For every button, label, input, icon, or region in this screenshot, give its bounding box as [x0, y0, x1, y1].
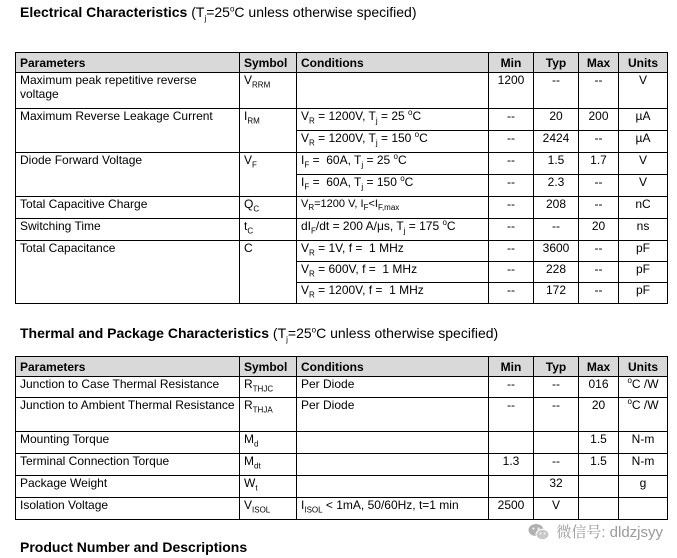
- max-cap-3: --: [579, 283, 619, 304]
- table-row: [16, 219, 668, 241]
- min-rthja: --: [489, 398, 534, 432]
- min-vf-1: --: [489, 153, 534, 175]
- col-max: Max: [579, 357, 619, 377]
- unit-rthjc: $^o$C /W: [619, 377, 668, 398]
- table-row: [16, 432, 668, 454]
- max-mdt: 1.5: [579, 454, 619, 476]
- symbol-vf: $V_F$: [240, 153, 297, 197]
- param-md: Mounting Torque: [16, 432, 240, 454]
- min-cap-2: --: [489, 262, 534, 283]
- table-row: [16, 476, 668, 498]
- typ-md: [534, 432, 579, 454]
- unit-qc: nC: [619, 197, 668, 219]
- cond-vf-1: $I_F = 60A$, $T_j = 25$ $^o$C: [297, 153, 489, 175]
- min-qc: --: [489, 197, 534, 219]
- typ-qc: 208: [534, 197, 579, 219]
- electrical-heading-title: Electrical Characteristics: [20, 4, 188, 20]
- symbol-rthjc: $R_{THJC}$: [240, 377, 297, 398]
- max-irm-2: --: [579, 131, 619, 153]
- table-row: [16, 197, 668, 219]
- param-visol: Isolation Voltage: [16, 498, 240, 520]
- symbol-cap: C: [240, 241, 297, 304]
- table-row: [16, 241, 668, 262]
- table-row: [16, 398, 668, 432]
- cond-irm-2: $V_R = 1200V$, $T_j = 150$ $^o$C: [297, 131, 489, 153]
- col-parameters: Parameters: [16, 53, 240, 73]
- cond-tc: $dI_F/dt = 200$ A/μs, $T_j = 175$ $^o$C: [297, 219, 489, 241]
- max-irm-1: 200: [579, 109, 619, 131]
- unit-tc: ns: [619, 219, 668, 241]
- cond-cap-3: $V_R = 1200V$, f = 1 MHz: [297, 283, 489, 304]
- col-max: Max: [579, 53, 619, 73]
- max-tc: 20: [579, 219, 619, 241]
- table-row: [16, 153, 668, 175]
- wechat-icon: [528, 523, 550, 541]
- typ-cap-2: 228: [534, 262, 579, 283]
- typ-cap-1: 3600: [534, 241, 579, 262]
- table-row: [16, 73, 668, 109]
- min-vf-2: --: [489, 175, 534, 197]
- table-row: [16, 454, 668, 476]
- cond-qc: $V_R=1200$ V, $I_F<I_{F,max}$: [297, 197, 489, 219]
- cond-cap-2: $V_R = 600V$, f = 1 MHz: [297, 262, 489, 283]
- unit-md: N-m: [619, 432, 668, 454]
- typ-irm-1: 20: [534, 109, 579, 131]
- max-vf-1: 1.7: [579, 153, 619, 175]
- col-parameters: Parameters: [16, 357, 240, 377]
- symbol-md: $M_d$: [240, 432, 297, 454]
- min-irm-2: --: [489, 131, 534, 153]
- min-rthjc: --: [489, 377, 534, 398]
- typ-wt: 32: [534, 476, 579, 498]
- col-symbol: Symbol: [240, 53, 297, 73]
- param-cap: Total Capacitance: [16, 241, 240, 304]
- unit-cap-1: pF: [619, 241, 668, 262]
- watermark-text: 微信号: dldzjsyy: [556, 524, 663, 541]
- cond-irm-1: $V_R = 1200V$, $T_j = 25$ $^o$C: [297, 109, 489, 131]
- param-tc: Switching Time: [16, 219, 240, 241]
- unit-irm-1: µA: [619, 109, 668, 131]
- min-vrrm: 1200: [489, 73, 534, 109]
- min-md: [489, 432, 534, 454]
- param-irm: Maximum Reverse Leakage Current: [16, 109, 240, 153]
- typ-mdt: --: [534, 454, 579, 476]
- unit-rthja: $^o$C /W: [619, 398, 668, 432]
- typ-tc: --: [534, 219, 579, 241]
- symbol-qc: $Q_C$: [240, 197, 297, 219]
- electrical-table: [15, 52, 668, 304]
- col-symbol: Symbol: [240, 357, 297, 377]
- param-qc: Total Capacitive Charge: [16, 197, 240, 219]
- cond-rthjc: Per Diode: [297, 377, 489, 398]
- symbol-vrrm: $V_{RRM}$: [240, 73, 297, 109]
- unit-vf-2: V: [619, 175, 668, 197]
- typ-cap-3: 172: [534, 283, 579, 304]
- cond-md: [297, 432, 489, 454]
- cond-visol: $I_{ISOL} < 1mA$, 50/60Hz, t=1 min: [297, 498, 489, 520]
- col-typ: Typ: [534, 357, 579, 377]
- symbol-mdt: $M_{dt}$: [240, 454, 297, 476]
- cond-vrrm: [297, 73, 489, 109]
- col-units: Units: [619, 357, 668, 377]
- col-units: Units: [619, 53, 668, 73]
- col-conditions: Conditions: [297, 357, 489, 377]
- unit-irm-2: µA: [619, 131, 668, 153]
- cond-vf-2: $I_F = 60A$, $T_j = 150$ $^o$C: [297, 175, 489, 197]
- cond-mdt: [297, 454, 489, 476]
- thermal-heading: Thermal and Package Characteristics ($T_j=25^oC$ unless otherwise specified): [20, 325, 499, 344]
- max-cap-1: --: [579, 241, 619, 262]
- unit-cap-2: pF: [619, 262, 668, 283]
- param-vrrm: Maximum peak repetitive reverse voltage: [16, 73, 240, 109]
- param-rthja: Junction to Ambient Thermal Resistance: [16, 398, 240, 432]
- max-rthjc: 016: [579, 377, 619, 398]
- table-row: [16, 498, 668, 520]
- product-heading: Product Number and Descriptions: [20, 539, 248, 555]
- typ-vf-2: 2.3: [534, 175, 579, 197]
- thermal-heading-title: Thermal and Package Characteristics: [20, 325, 270, 341]
- cond-rthja: Per Diode: [297, 398, 489, 432]
- col-typ: Typ: [534, 53, 579, 73]
- max-vf-2: --: [579, 175, 619, 197]
- min-mdt: 1.3: [489, 454, 534, 476]
- max-wt: [579, 476, 619, 498]
- symbol-visol: $V_{ISOL}$: [240, 498, 297, 520]
- typ-irm-2: 2424: [534, 131, 579, 153]
- param-wt: Package Weight: [16, 476, 240, 498]
- symbol-wt: $W_t$: [240, 476, 297, 498]
- min-visol: 2500: [489, 498, 534, 520]
- typ-rthjc: --: [534, 377, 579, 398]
- cond-wt: [297, 476, 489, 498]
- unit-cap-3: pF: [619, 283, 668, 304]
- table-header-row: [16, 357, 668, 377]
- symbol-tc: $t_C$: [240, 219, 297, 241]
- unit-visol: [619, 498, 668, 520]
- unit-vrrm: V: [619, 73, 668, 109]
- symbol-rthja: $R_{THJA}$: [240, 398, 297, 432]
- thermal-table: [15, 356, 668, 520]
- electrical-heading-note: unless otherwise specified): [248, 4, 417, 20]
- typ-vf-1: 1.5: [534, 153, 579, 175]
- max-qc: --: [579, 197, 619, 219]
- max-visol: [579, 498, 619, 520]
- param-vf: Diode Forward Voltage: [16, 153, 240, 197]
- watermark: [528, 521, 663, 542]
- col-conditions: Conditions: [297, 53, 489, 73]
- unit-wt: g: [619, 476, 668, 498]
- table-row: [16, 377, 668, 398]
- min-cap-3: --: [489, 283, 534, 304]
- electrical-heading: Electrical Characteristics ($T_j=25^oC$ unless otherwise specified): [20, 4, 417, 23]
- max-md: 1.5: [579, 432, 619, 454]
- max-vrrm: --: [579, 73, 619, 109]
- max-rthja: 20: [579, 398, 619, 432]
- col-min: Min: [489, 53, 534, 73]
- symbol-irm: $I_{RM}$: [240, 109, 297, 153]
- col-min: Min: [489, 357, 534, 377]
- max-cap-2: --: [579, 262, 619, 283]
- typ-rthja: --: [534, 398, 579, 432]
- table-header-row: [16, 53, 668, 73]
- unit-mdt: N-m: [619, 454, 668, 476]
- min-irm-1: --: [489, 109, 534, 131]
- param-rthjc: Junction to Case Thermal Resistance: [16, 377, 240, 398]
- param-mdt: Terminal Connection Torque: [16, 454, 240, 476]
- table-row: [16, 109, 668, 131]
- cond-cap-1: $V_R = 1V$, f = 1 MHz: [297, 241, 489, 262]
- min-wt: [489, 476, 534, 498]
- unit-vf-1: V: [619, 153, 668, 175]
- min-tc: --: [489, 219, 534, 241]
- min-cap-1: --: [489, 241, 534, 262]
- thermal-heading-note: unless otherwise specified): [330, 325, 499, 341]
- typ-vrrm: --: [534, 73, 579, 109]
- typ-visol: V: [534, 498, 579, 520]
